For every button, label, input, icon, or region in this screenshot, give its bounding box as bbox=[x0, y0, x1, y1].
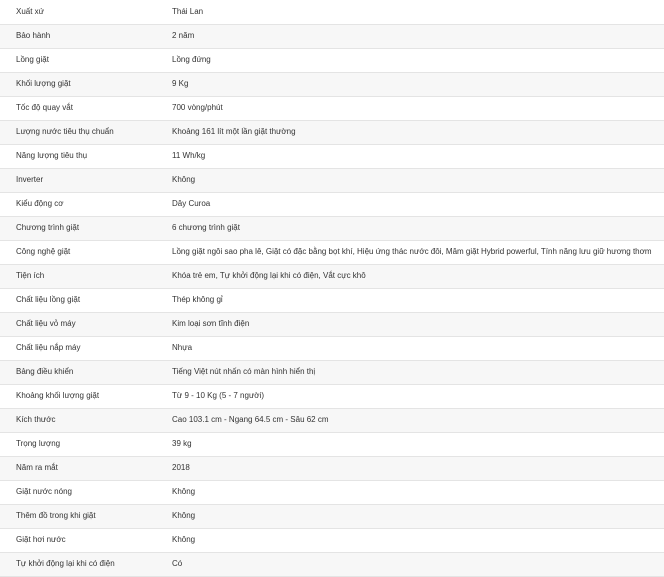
table-row bbox=[0, 168, 664, 192]
table-row bbox=[0, 432, 664, 456]
spec-label: Lượng nước tiêu thụ chuẩn bbox=[0, 120, 172, 144]
spec-value: Dây Curoa bbox=[172, 192, 664, 216]
spec-value: Không bbox=[172, 528, 664, 552]
spec-label: Lồng giặt bbox=[0, 48, 172, 72]
table-row bbox=[0, 0, 664, 24]
spec-label: Khoảng khối lượng giặt bbox=[0, 384, 172, 408]
table-row bbox=[0, 144, 664, 168]
spec-value: 2 năm bbox=[172, 24, 664, 48]
table-row bbox=[0, 312, 664, 336]
table-row bbox=[0, 264, 664, 288]
spec-value: Từ 9 - 10 Kg (5 - 7 người) bbox=[172, 384, 664, 408]
table-row bbox=[0, 48, 664, 72]
spec-label: Tiện ích bbox=[0, 264, 172, 288]
spec-value: Kim loại sơn tĩnh điện bbox=[172, 312, 664, 336]
spec-value: Tiếng Việt nút nhấn có màn hình hiển thị bbox=[172, 360, 664, 384]
spec-label: Inverter bbox=[0, 168, 172, 192]
spec-label: Năng lượng tiêu thụ bbox=[0, 144, 172, 168]
spec-label: Xuất xứ bbox=[0, 0, 172, 24]
spec-value: Thép không gỉ bbox=[172, 288, 664, 312]
spec-value: Không bbox=[172, 168, 664, 192]
spec-value: Thái Lan bbox=[172, 0, 664, 24]
spec-value: 39 kg bbox=[172, 432, 664, 456]
spec-value: 2018 bbox=[172, 456, 664, 480]
spec-value: Không bbox=[172, 480, 664, 504]
table-row bbox=[0, 72, 664, 96]
spec-label: Kiểu động cơ bbox=[0, 192, 172, 216]
table-row bbox=[0, 192, 664, 216]
table-row bbox=[0, 528, 664, 552]
table-row bbox=[0, 24, 664, 48]
spec-label: Chất liệu lồng giặt bbox=[0, 288, 172, 312]
spec-label: Giặt nước nóng bbox=[0, 480, 172, 504]
spec-label: Năm ra mắt bbox=[0, 456, 172, 480]
spec-value: Cao 103.1 cm - Ngang 64.5 cm - Sâu 62 cm bbox=[172, 408, 664, 432]
table-row bbox=[0, 456, 664, 480]
spec-value: 9 Kg bbox=[172, 72, 664, 96]
spec-label: Kích thước bbox=[0, 408, 172, 432]
spec-value: 700 vòng/phút bbox=[172, 96, 664, 120]
table-row bbox=[0, 288, 664, 312]
table-row bbox=[0, 480, 664, 504]
spec-label: Giặt hơi nước bbox=[0, 528, 172, 552]
spec-value: 6 chương trình giặt bbox=[172, 216, 664, 240]
table-row bbox=[0, 216, 664, 240]
table-row bbox=[0, 96, 664, 120]
table-row bbox=[0, 408, 664, 432]
table-row bbox=[0, 336, 664, 360]
spec-label: Công nghệ giặt bbox=[0, 240, 172, 264]
spec-label: Tự khởi động lại khi có điện bbox=[0, 552, 172, 576]
spec-value: Có bbox=[172, 552, 664, 576]
table-row bbox=[0, 240, 664, 264]
spec-value: Lồng đứng bbox=[172, 48, 664, 72]
spec-label: Chương trình giặt bbox=[0, 216, 172, 240]
table-row bbox=[0, 504, 664, 528]
spec-value: Lồng giặt ngôi sao pha lê, Giặt có đặc bằng bọt khí, Hiệu ứng thác nước đôi, Mâm giặt Hybrid powerful, Tính năng lưu giữ hương thơm bbox=[172, 240, 664, 264]
spec-label: Bảo hành bbox=[0, 24, 172, 48]
spec-label: Tốc độ quay vắt bbox=[0, 96, 172, 120]
spec-label: Chất liệu nắp máy bbox=[0, 336, 172, 360]
spec-value: Khóa trẻ em, Tự khởi động lại khi có điện, Vắt cực khô bbox=[172, 264, 664, 288]
spec-label: Trọng lượng bbox=[0, 432, 172, 456]
spec-value: 11 Wh/kg bbox=[172, 144, 664, 168]
spec-label: Chất liệu vỏ máy bbox=[0, 312, 172, 336]
spec-label: Bảng điều khiển bbox=[0, 360, 172, 384]
table-row bbox=[0, 360, 664, 384]
spec-value: Khoảng 161 lít một lần giặt thường bbox=[172, 120, 664, 144]
spec-label: Thêm đồ trong khi giặt bbox=[0, 504, 172, 528]
spec-label: Khối lượng giặt bbox=[0, 72, 172, 96]
spec-value: Không bbox=[172, 504, 664, 528]
table-row bbox=[0, 120, 664, 144]
table-row bbox=[0, 384, 664, 408]
spec-value: Nhựa bbox=[172, 336, 664, 360]
table-row bbox=[0, 552, 664, 576]
